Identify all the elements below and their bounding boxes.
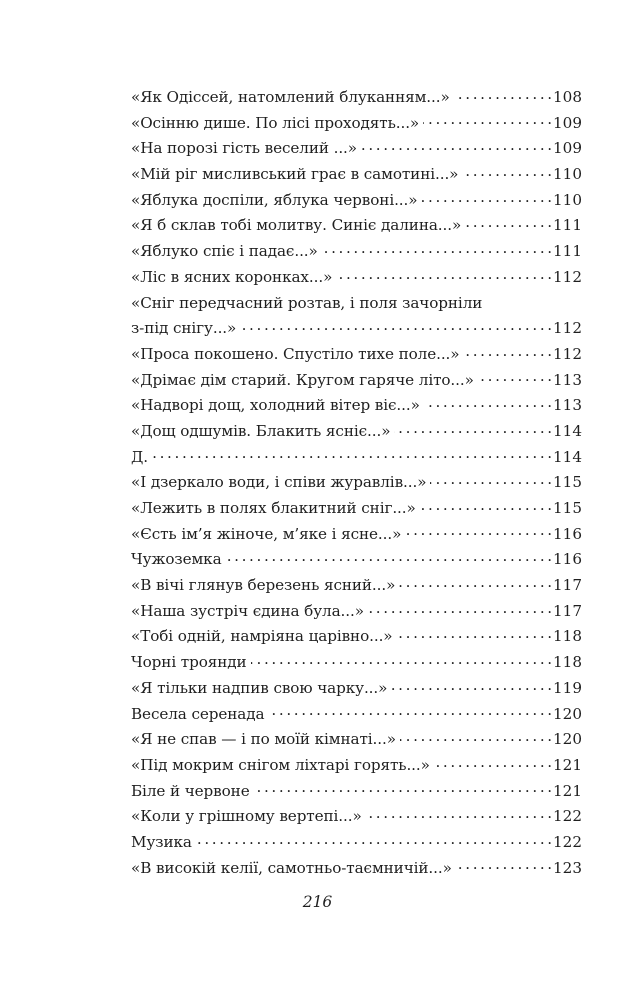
toc-entry [131, 650, 582, 676]
toc-entry-page: 115 [553, 499, 582, 517]
toc-entry-title: «Як Одіссей, натомлений блуканням...» [131, 88, 450, 106]
dot-leader [478, 369, 551, 384]
toc-entry [131, 445, 582, 471]
toc-entry [131, 496, 582, 522]
dot-leader [463, 344, 551, 359]
dot-leader [254, 780, 551, 795]
toc-entry-title: «Ліс в ясних коронках...» [131, 267, 333, 286]
toc-entry [131, 676, 582, 702]
dot-leader [368, 601, 551, 616]
toc-entry-title: «Коли у грішному вертепі...» [131, 807, 362, 826]
dot-leader [240, 318, 551, 333]
toc-entry [131, 213, 582, 239]
toc-entry-page: 117 [553, 576, 582, 595]
dot-leader [430, 472, 551, 487]
toc-entry-title: «Дрімає дім старий. Кругом гаряче літо...» [131, 370, 474, 389]
toc-entry-title: «Я б склав тобі молитву. Синіє далина...» [131, 216, 462, 235]
toc-entry [131, 753, 582, 779]
toc-entry-page: 121 [553, 781, 582, 800]
toc-entry-page: 112 [553, 267, 582, 286]
toc-entry [131, 830, 582, 856]
toc-entry [131, 85, 582, 111]
toc-entry-title: «На порозі гість веселий ...» [131, 139, 357, 158]
toc-entry-title-continued: з-під снігу...» [131, 319, 237, 338]
toc-entry [131, 393, 582, 419]
dot-leader [391, 678, 551, 693]
toc-entry-title: «Я не спав — і по моїй кімнаті...» [131, 730, 396, 749]
toc-entry-title: «Лежить в полях блакитний сніг...» [131, 499, 416, 517]
dot-leader [196, 832, 551, 847]
dot-leader [397, 626, 552, 641]
toc-entry [131, 368, 582, 394]
toc-entry-title: «І дзеркало води, і співи журавлів...» [131, 473, 427, 492]
toc-entry-title: «Я тільки надпив свою чарку...» [131, 678, 388, 697]
page-number: 216 [302, 893, 333, 911]
dot-leader [462, 164, 551, 179]
toc-entry [131, 624, 582, 650]
toc-entry-title: «Дощ одшумів. Блакить ясніє...» [131, 421, 391, 440]
toc-entry-title: «Тобі одній, намріяна царівно...» [131, 627, 393, 646]
toc-entry-page: 118 [553, 653, 582, 672]
toc-entry-page: 115 [553, 473, 582, 492]
table-of-contents [131, 85, 582, 881]
toc-entry [131, 111, 582, 137]
toc-entry [131, 727, 582, 753]
toc-entry-page: 122 [553, 807, 582, 826]
toc-entry-page: 110 [553, 165, 582, 184]
toc-entry-title: «Проса покошено. Спустіло тихе поле...» [131, 344, 460, 363]
dot-leader [322, 241, 551, 256]
toc-entry [131, 291, 582, 342]
dot-leader [226, 549, 551, 564]
toc-entry-title: «Мій ріг мисливський грає в самотині...» [131, 165, 459, 184]
dot-leader [152, 446, 551, 461]
toc-entry-page: 109 [553, 113, 582, 132]
dot-leader [434, 755, 551, 770]
toc-entry-title: «Надворі дощ, холодний вітер віє...» [131, 396, 420, 415]
toc-entry-page: 113 [553, 396, 582, 415]
toc-entry [131, 188, 582, 214]
toc-entry-title: Весела серенада [131, 704, 265, 723]
toc-entry [131, 265, 582, 291]
toc-entry-page: 120 [553, 730, 582, 749]
toc-entry-page: 111 [553, 216, 582, 235]
toc-entry-page: 123 [553, 858, 582, 877]
toc-entry-page: 112 [553, 319, 582, 338]
dot-leader [361, 138, 551, 153]
dot-leader [251, 652, 551, 667]
dot-leader [423, 113, 551, 128]
toc-entry [131, 419, 582, 445]
toc-entry [131, 856, 582, 882]
toc-entry-title: «Яблука доспіли, яблука червоні...» [131, 190, 418, 209]
toc-entry-title: Музика [131, 832, 192, 851]
dot-leader [421, 190, 551, 205]
dot-leader [456, 857, 551, 872]
toc-entry-page: 113 [553, 370, 582, 389]
toc-entry [131, 573, 582, 599]
toc-entry-page: 116 [553, 524, 582, 543]
toc-entry [131, 239, 582, 265]
toc-entry-page: 110 [553, 190, 582, 209]
toc-entry-page: 120 [553, 704, 582, 723]
toc-entry-page: 111 [553, 242, 582, 261]
toc-entry-page: 119 [553, 678, 582, 697]
toc-entry-page: 108 [553, 88, 582, 106]
dot-leader [268, 703, 551, 718]
toc-entry-title: «Сніг передчасний розтав, і поля зачорніли [131, 293, 483, 312]
toc-entry-title: «Під мокрим снігом ліхтарі горять...» [131, 755, 430, 774]
toc-entry-title: Чорні троянди [131, 653, 247, 672]
toc-entry-page: 118 [553, 627, 582, 646]
toc-entry [131, 547, 582, 573]
toc-entry-title: «В вічі глянув березень ясний...» [131, 576, 396, 595]
toc-entry-title: «Осінню дише. По лісі проходять...» [131, 113, 420, 132]
toc-entry-title: Чужоземка [131, 550, 222, 569]
toc-entry-page: 117 [553, 601, 582, 620]
toc-entry-page: 109 [553, 139, 582, 158]
toc-entry [131, 470, 582, 496]
toc-entry-page: 116 [553, 550, 582, 569]
dot-leader [394, 421, 551, 436]
dot-leader [399, 575, 551, 590]
dot-leader [420, 498, 551, 513]
toc-entry-page: 121 [553, 755, 582, 774]
dot-leader [336, 267, 551, 282]
toc-entry [131, 804, 582, 830]
toc-entry [131, 162, 582, 188]
toc-entry [131, 342, 582, 368]
toc-entry [131, 136, 582, 162]
toc-entry [131, 779, 582, 805]
dot-leader [465, 215, 551, 230]
toc-entry-page: 114 [553, 447, 582, 466]
toc-entry-title: Біле й червоне [131, 781, 250, 800]
toc-entry [131, 522, 582, 548]
toc-entry-title: «В високій келії, самотньо-таємничій...» [131, 858, 452, 877]
dot-leader [424, 395, 551, 410]
toc-entry-page: 122 [553, 832, 582, 851]
dot-leader [405, 524, 551, 539]
toc-entry-title: «Єсть ім’я жіноче, м’яке і ясне...» [131, 524, 402, 543]
toc-entry [131, 599, 582, 625]
toc-entry-title: «Яблуко спіє і падає...» [131, 242, 318, 261]
dot-leader [454, 87, 551, 102]
toc-entry [131, 702, 582, 728]
toc-entry-page: 114 [553, 421, 582, 440]
toc-entry-title: «Наша зустріч єдина була...» [131, 601, 364, 620]
dot-leader [400, 729, 551, 744]
dot-leader [366, 806, 551, 821]
toc-entry-page: 112 [553, 344, 582, 363]
toc-entry-title: Д. [131, 447, 148, 466]
